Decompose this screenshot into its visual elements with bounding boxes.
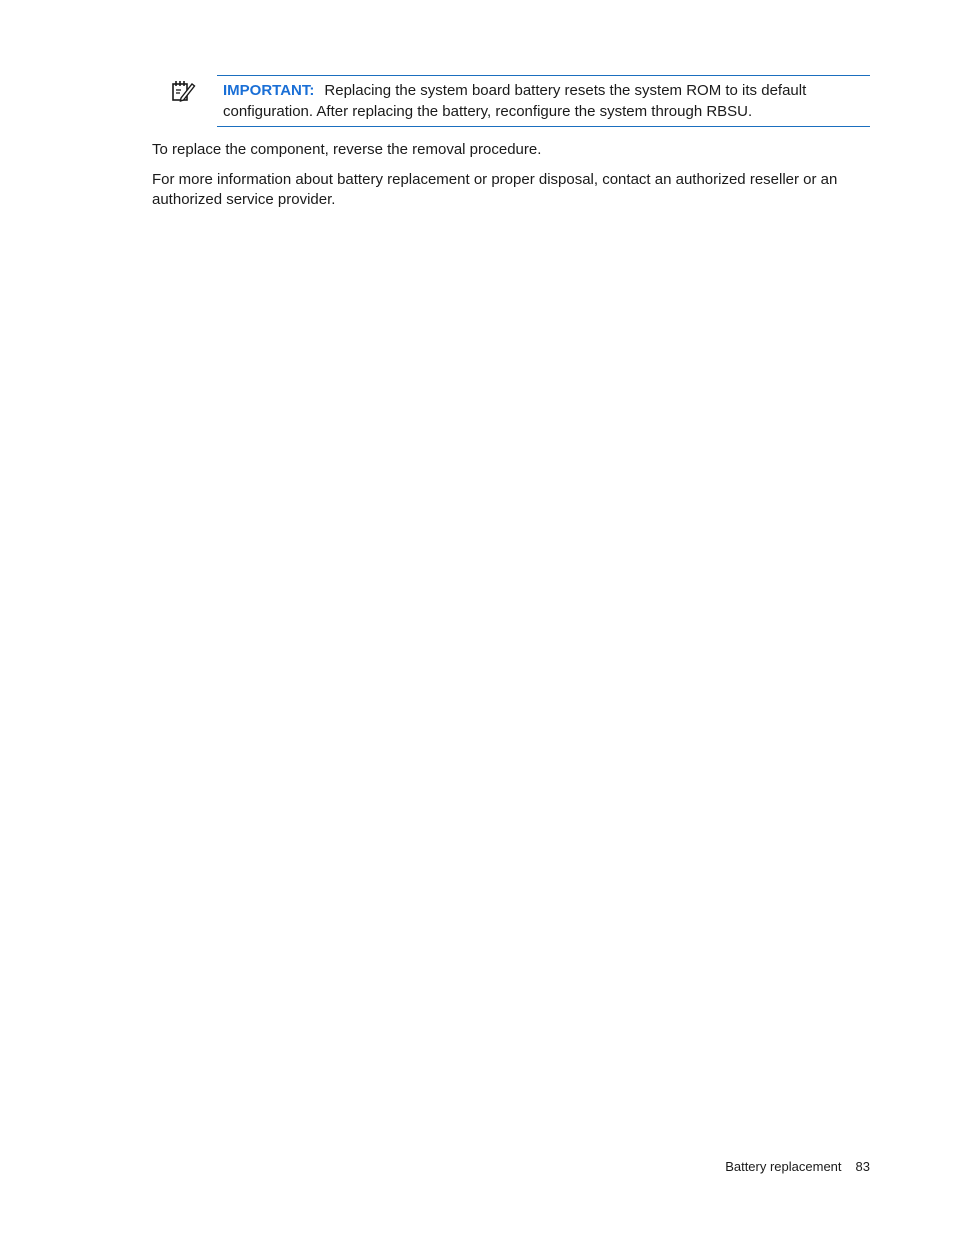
- page-footer: [725, 1158, 870, 1176]
- page-number: 83: [855, 1159, 870, 1174]
- footer-section-title: Battery replacement: [725, 1159, 842, 1174]
- important-callout: [217, 75, 870, 127]
- paragraph-more-information: For more information about battery replacement or proper disposal, contact an authorized reseller or an authorized service provider.: [152, 171, 838, 208]
- paragraph-reverse-procedure: To replace the component, reverse the removal procedure.: [152, 141, 542, 158]
- callout-body: [223, 80, 863, 122]
- important-note-icon: [170, 79, 196, 103]
- callout-label: IMPORTANT:: [223, 82, 315, 99]
- callout-text: Replacing the system board battery resets the system ROM to its default configuration. After replacing the battery, reconfigure the system through RBSU.: [223, 82, 807, 120]
